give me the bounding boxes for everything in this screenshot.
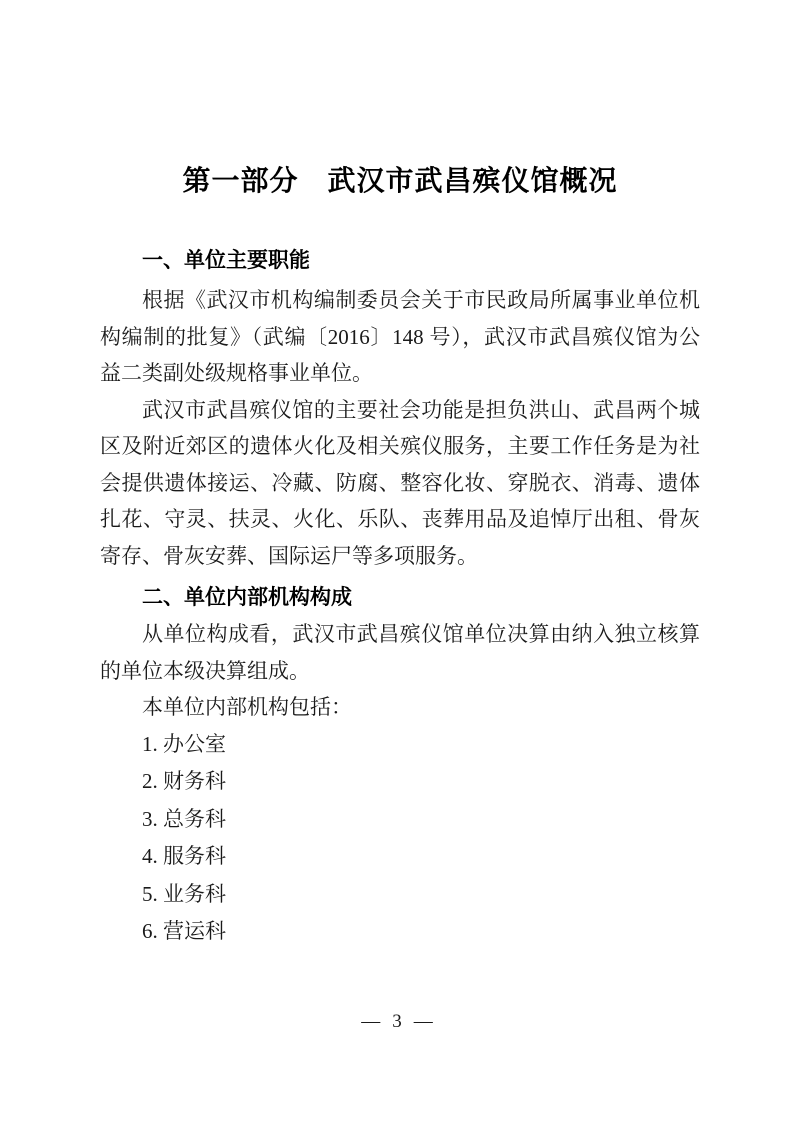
- section-main-functions: [100, 242, 700, 574]
- paragraph-unit-composition: 从单位构成看，武汉市武昌殡仪馆单位决算由纳入独立核算的单位本级决算组成。: [100, 622, 700, 683]
- section-internal-structure: [100, 579, 700, 951]
- page-number: 3: [392, 1011, 402, 1032]
- paragraph-approval-basis: 根据《武汉市机构编制委员会关于市民政局所属事业单位机构编制的批复》（武编〔2016〕148 号），武汉市武昌殡仪馆为公益二类副处级规格事业单位。: [100, 288, 700, 385]
- org-item-service: 4. 服务科: [142, 844, 226, 868]
- org-department-list: [100, 726, 700, 951]
- page-footer: [0, 1010, 794, 1034]
- org-item-general-affairs: 3. 总务科: [142, 806, 226, 831]
- paragraph-org-list-intro: 本单位内部机构包括：: [142, 695, 352, 719]
- paragraph-social-functions: 武汉市武昌殡仪馆的主要社会功能是担负洪山、武昌两个城区及附近郊区的遗体火化及相关殡仪服务，主要工作任务是为社会提供遗体接运、冷藏、防腐、整容化妆、穿脱衣、消毒、遗体扎花、守灵、扶灵、火化、乐队、丧葬用品及追悼厅出租、骨灰寄存、骨灰安葬、国际运尸等多项服务。: [100, 397, 700, 568]
- section-heading-internal-structure: 二、单位内部机构构成: [142, 586, 352, 609]
- footer-left-dash: —: [361, 1011, 381, 1032]
- footer-right-dash: —: [413, 1011, 433, 1032]
- org-item-office: 1. 办公室: [142, 731, 226, 756]
- org-item-operations: 6. 营运科: [142, 919, 226, 943]
- org-item-business: 5. 业务科: [142, 881, 226, 906]
- page-title: 第一部分 武汉市武昌殡仪馆概况: [182, 165, 618, 196]
- section-heading-main-functions: 一、单位主要职能: [142, 249, 310, 272]
- org-item-finance: 2. 财务科: [142, 769, 226, 793]
